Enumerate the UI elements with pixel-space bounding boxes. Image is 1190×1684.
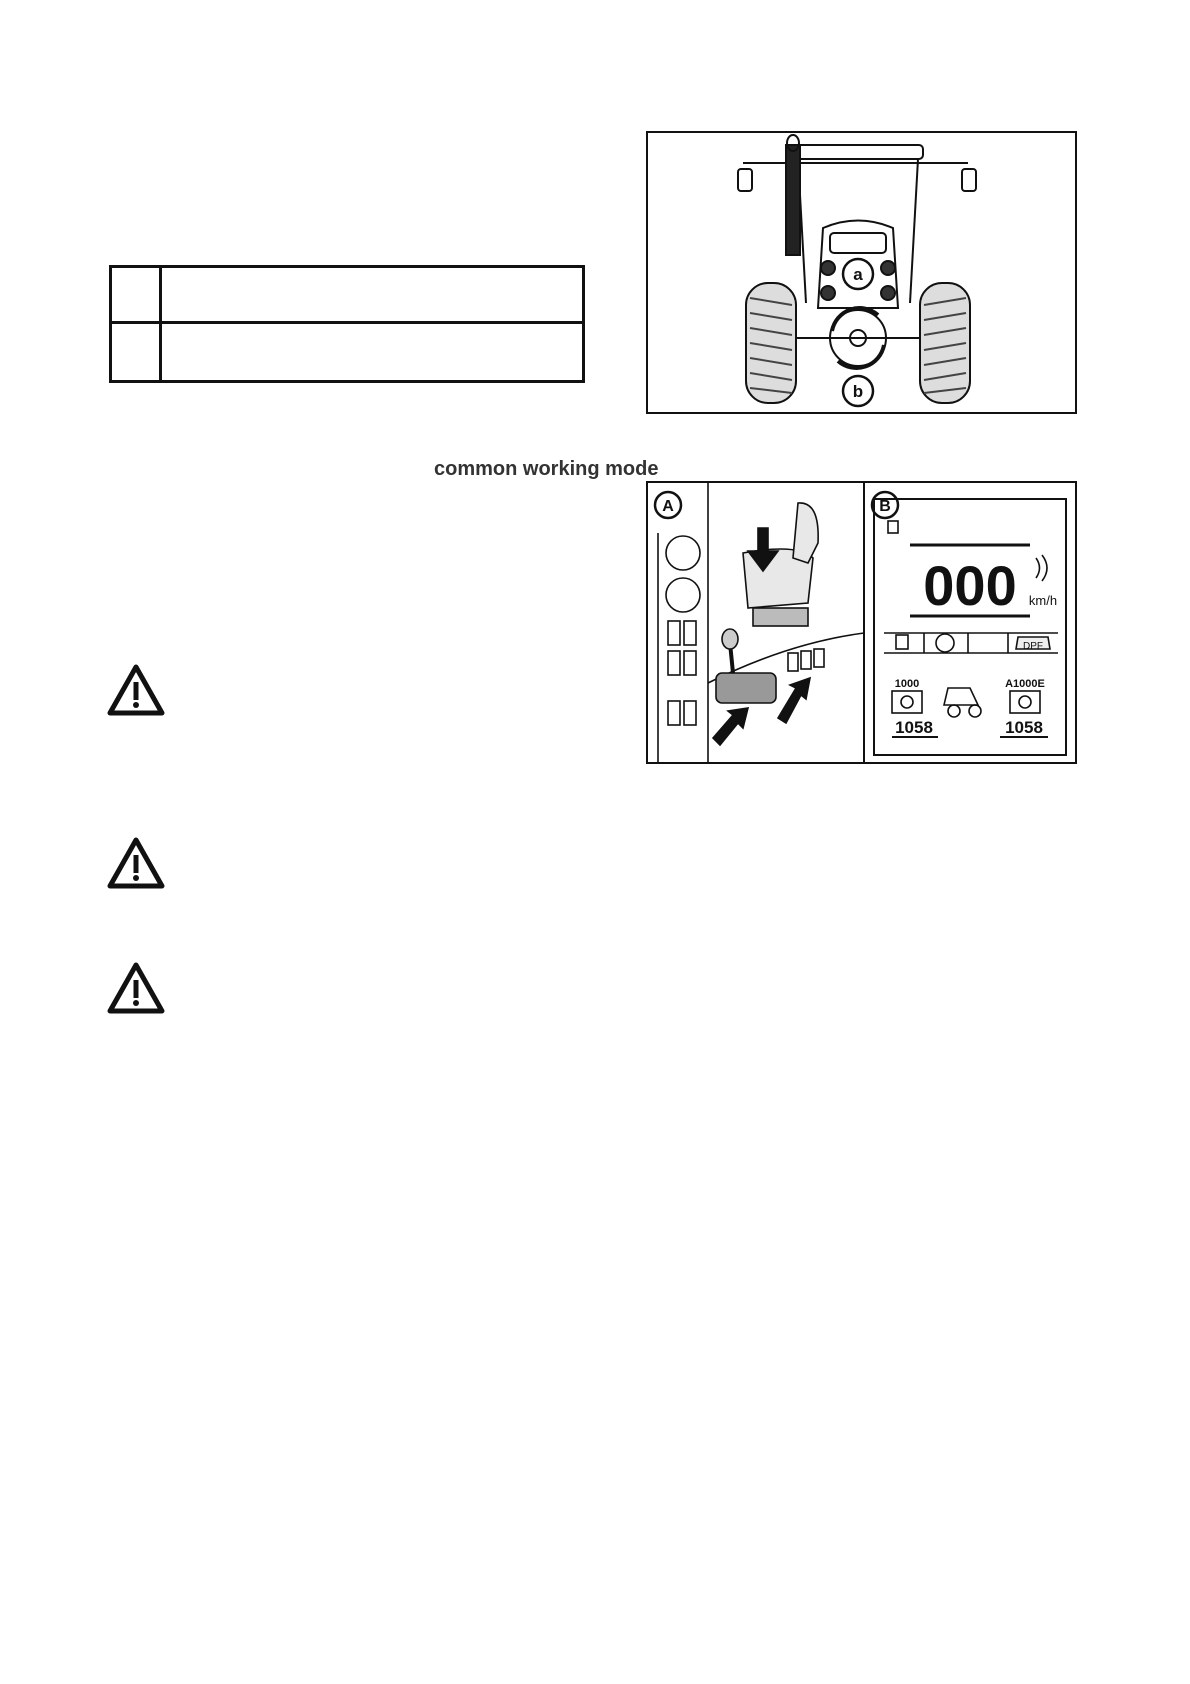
- speed-readout: 000: [923, 554, 1017, 617]
- callout-b: b: [852, 382, 864, 401]
- legend-key-1: [112, 268, 162, 324]
- legend-key-2: [112, 324, 162, 380]
- pto-right-label: A1000E: [1005, 678, 1045, 690]
- tractor-front-illustration: [648, 133, 1075, 412]
- cab-display-figure: [646, 481, 1077, 764]
- pto-left-value: 1058: [895, 718, 933, 737]
- panel-a: [655, 483, 864, 762]
- legend-table: [109, 265, 585, 383]
- legend-text-2: [162, 324, 582, 380]
- speed-unit: km/h: [1028, 593, 1058, 608]
- callout-a: a: [853, 265, 863, 284]
- pto-left-label: 1000: [894, 678, 920, 690]
- warning-triangle-icon: [107, 837, 165, 889]
- tractor-front-figure: [646, 131, 1077, 414]
- warning-triangle-icon: [107, 962, 165, 1014]
- legend-text-1: [162, 268, 582, 324]
- panel-b-label: B: [879, 498, 891, 515]
- section-heading: common working mode: [434, 458, 659, 480]
- panel-b: [872, 492, 1066, 755]
- pto-right-value: 1058: [1005, 718, 1043, 737]
- dpf-label: DPF: [1023, 641, 1043, 652]
- panel-a-label: A: [662, 498, 674, 515]
- warning-triangle-icon: [107, 664, 165, 716]
- cab-display-illustration: [648, 483, 1075, 762]
